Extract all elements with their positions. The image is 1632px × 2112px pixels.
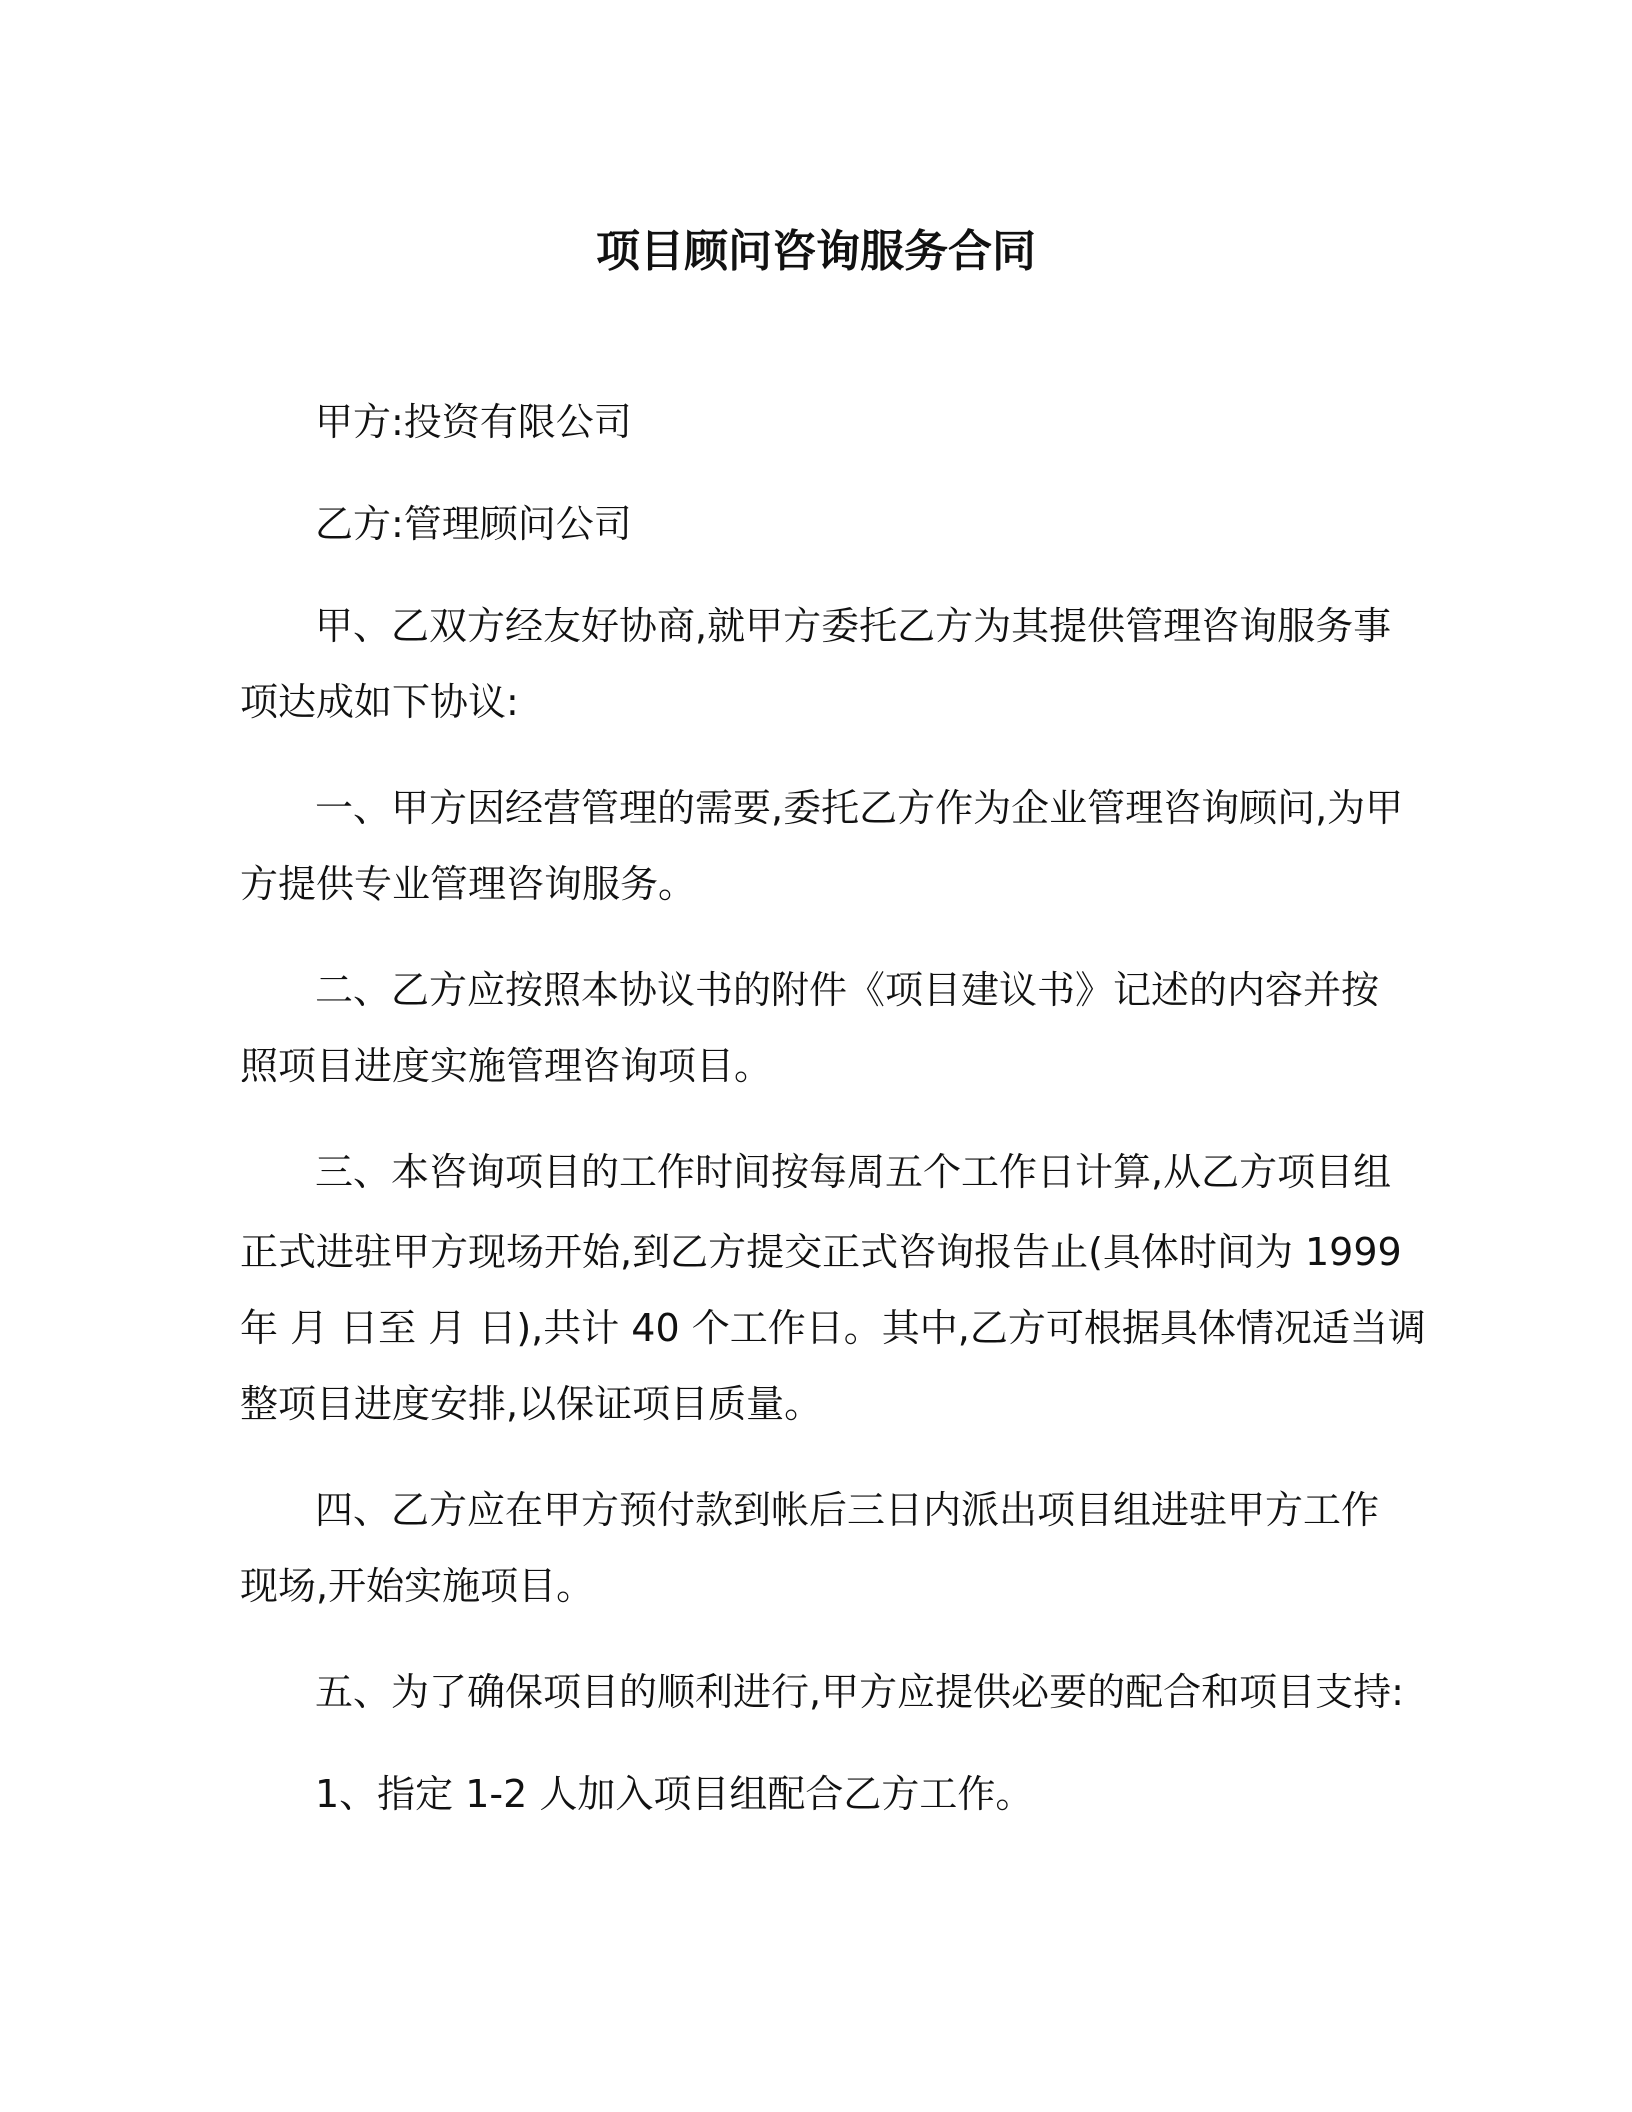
clause-1-line-2: 方提供专业管理咨询服务。 bbox=[240, 862, 697, 906]
clause-3-line-3: 年 月 日至 月 日),共计 40 个工作日。其中,乙方可根据具体情况适当调 bbox=[240, 1306, 1426, 1350]
party-a: 甲方:投资有限公司 bbox=[315, 400, 632, 444]
intro-line-2: 项达成如下协议: bbox=[240, 680, 519, 724]
clause-3-line-2: 正式进驻甲方现场开始,到乙方提交正式咨询报告止(具体时间为 1999 bbox=[240, 1230, 1402, 1274]
clause-5-line-1: 五、为了确保项目的顺利进行,甲方应提供必要的配合和项目支持: bbox=[315, 1670, 1404, 1714]
document-title: 项目顾问咨询服务合同 bbox=[596, 226, 1036, 277]
party-b: 乙方:管理顾问公司 bbox=[315, 502, 632, 546]
intro-line-1: 甲、乙双方经友好协商,就甲方委托乙方为其提供管理咨询服务事 bbox=[315, 604, 1392, 648]
clause-3-line-4: 整项目进度安排,以保证项目质量。 bbox=[240, 1382, 823, 1426]
clause-2-line-1: 二、乙方应按照本协议书的附件《项目建议书》记述的内容并按 bbox=[315, 968, 1380, 1012]
clause-3-line-1: 三、本咨询项目的工作时间按每周五个工作日计算,从乙方项目组 bbox=[315, 1150, 1392, 1194]
clause-2-line-2: 照项目进度实施管理咨询项目。 bbox=[240, 1044, 773, 1088]
clause-4-line-2: 现场,开始实施项目。 bbox=[240, 1564, 595, 1608]
item-1: 1、指定 1-2 人加入项目组配合乙方工作。 bbox=[315, 1772, 1034, 1816]
clause-4-line-1: 四、乙方应在甲方预付款到帐后三日内派出项目组进驻甲方工作 bbox=[315, 1488, 1380, 1532]
clause-1-line-1: 一、甲方因经营管理的需要,委托乙方作为企业管理咨询顾问,为甲 bbox=[315, 786, 1404, 830]
